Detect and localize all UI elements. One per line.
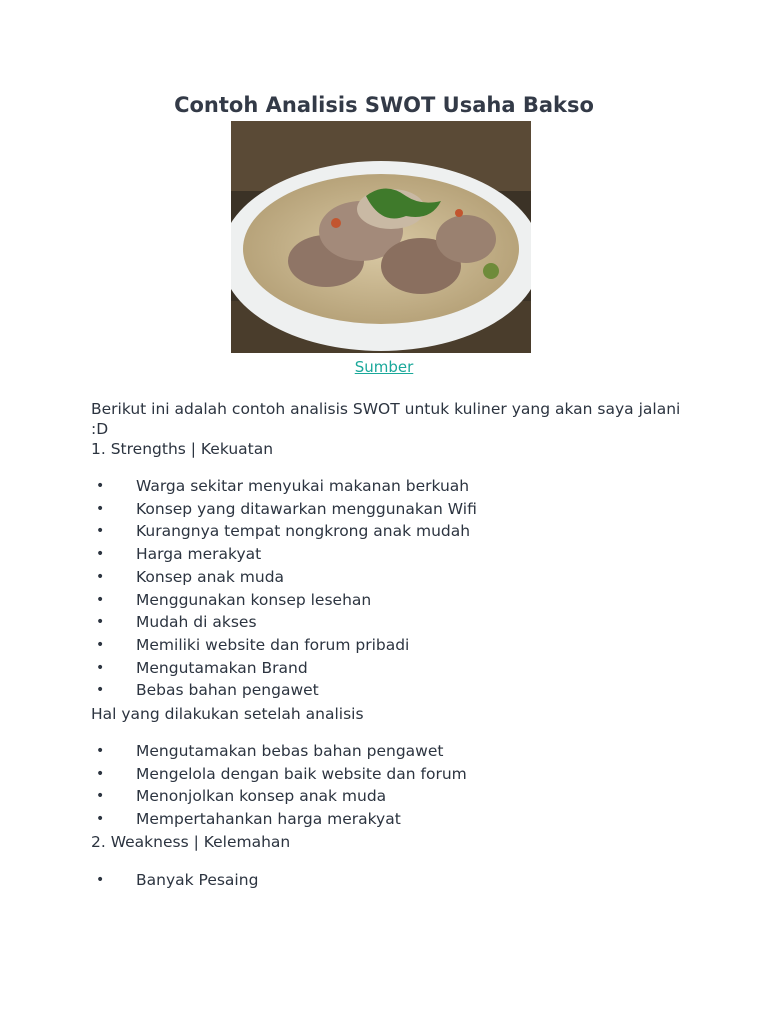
bullet-icon: • — [96, 659, 105, 676]
strengths-list — [91, 475, 691, 702]
after-analysis-list — [91, 740, 691, 831]
bullet-icon: • — [96, 546, 105, 563]
source-link[interactable]: Sumber — [354, 358, 414, 376]
list-item: • Mudah di akses — [91, 611, 691, 634]
bakso-photo — [231, 121, 531, 353]
bullet-icon: • — [96, 500, 105, 517]
list-item: • Mempertahankan harga merakyat — [91, 808, 691, 831]
list-item: • Mengelola dengan baik website dan forum — [91, 763, 691, 786]
bullet-icon: • — [96, 765, 105, 782]
list-item: • Mengutamakan bebas bahan pengawet — [91, 740, 691, 763]
weakness-heading: 2. Weakness | Kelemahan — [91, 833, 291, 851]
list-item: • Harga merakyat — [91, 543, 691, 566]
list-item: • Banyak Pesaing — [91, 869, 691, 892]
weakness-list — [91, 869, 691, 892]
bullet-icon: • — [96, 636, 105, 653]
strengths-heading: 1. Strengths | Kekuatan — [91, 440, 274, 458]
page-title: Contoh Analisis SWOT Usaha Bakso — [174, 93, 594, 117]
list-item: • Menggunakan konsep lesehan — [91, 589, 691, 612]
after-analysis-heading: Hal yang dilakukan setelah analisis — [91, 705, 364, 723]
list-item: • Bebas bahan pengawet — [91, 679, 691, 702]
bullet-icon: • — [96, 478, 105, 494]
bullet-icon: • — [96, 788, 105, 805]
list-item: • Mengutamakan Brand — [91, 657, 691, 680]
list-item: • Memiliki website dan forum pribadi — [91, 634, 691, 657]
list-item: • Menonjolkan konsep anak muda — [91, 785, 691, 808]
list-item: • Warga sekitar menyukai makanan berkuah — [91, 475, 691, 498]
bullet-icon: • — [96, 568, 105, 585]
list-item: • Konsep yang ditawarkan menggunakan Wifi — [91, 498, 691, 521]
bullet-icon: • — [96, 682, 105, 699]
intro-paragraph: Berikut ini adalah contoh analisis SWOT untuk kuliner yang akan saya jalani :D — [91, 400, 681, 438]
bullet-icon: • — [96, 523, 105, 540]
bullet-icon: • — [96, 811, 105, 828]
bullet-icon: • — [96, 872, 105, 888]
list-item: • Konsep anak muda — [91, 566, 691, 589]
bullet-icon: • — [96, 743, 105, 759]
bullet-icon: • — [96, 614, 105, 631]
bullet-icon: • — [96, 591, 105, 608]
list-item: • Kurangnya tempat nongkrong anak mudah — [91, 520, 691, 543]
